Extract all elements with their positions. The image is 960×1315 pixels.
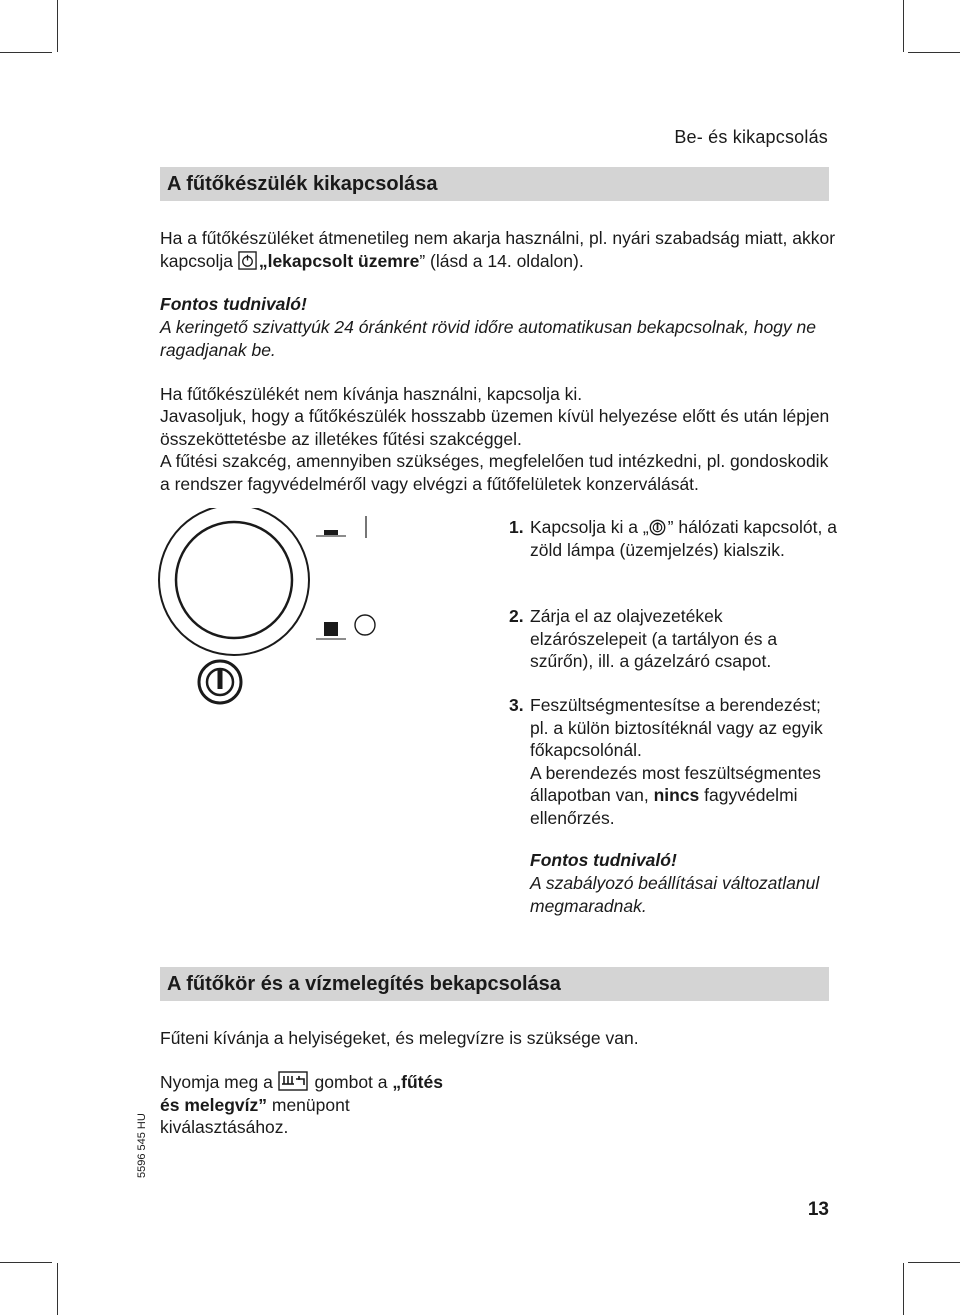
control-panel-figure	[156, 508, 396, 714]
step-text: Feszültségmentesítse a berendezést; pl. a külön biztosítéknál vagy az egyik főkapcsolónál.	[530, 695, 823, 760]
crop-mark	[903, 0, 904, 52]
crop-mark	[908, 52, 960, 53]
step-number: 3.	[509, 695, 524, 715]
note-body: A szabályozó beállításai változatlanul megmaradnak.	[530, 873, 820, 916]
list-item	[509, 605, 839, 672]
standby-icon	[238, 251, 257, 270]
list-item	[509, 694, 839, 829]
note-heading: Fontos tudnivaló!	[530, 850, 677, 870]
crop-mark	[0, 52, 52, 53]
crop-mark	[908, 1262, 960, 1263]
intro-text-end: ” (lásd a 14. oldalon).	[419, 250, 584, 271]
instruction-text-end: menüpont kiválasztásához.	[160, 1094, 350, 1137]
crop-mark	[57, 0, 58, 52]
step-number: 2.	[509, 606, 524, 626]
paragraph: A fűtési szakcég, amennyiben szükséges, megfelelően tud intézkedni, pl. gondoskodik a rendszer fagyvédelméről vagy elvégzi a fűtőfelületek konzerválását.	[160, 451, 829, 494]
instruction-text: Nyomja meg a	[160, 1072, 278, 1092]
instruction-paragraph	[160, 1071, 465, 1139]
list-item	[509, 516, 839, 583]
intro-text: Ha a fűtőkészüléket átmenetileg nem akarja használni, pl. nyári szabadság miatt, akkor kapcsolja	[160, 228, 836, 271]
step-text: Zárja el az olajvezetékek elzárószelepeit (a tartályon és a szűrőn), ill. a gázelzáró csapot.	[530, 606, 778, 671]
power-switch-icon	[199, 661, 241, 703]
note-body: A keringető szivattyúk 24 óránként rövid időre automatikusan bekapcsolnak, hogy ne ragadjanak be.	[160, 317, 816, 360]
step-text-2-post: fagyvédelmi ellenőrzés.	[530, 785, 798, 828]
paragraph: Fűteni kívánja a helyiségeket, és melegvízre is szüksége van.	[160, 1028, 639, 1048]
step-text-end: ” hálózati kapcsolót, a zöld lámpa (üzemjelzés) kialszik.	[530, 517, 837, 560]
section-heading: A fűtőkészülék kikapcsolása	[160, 167, 829, 201]
indicator-lamp-icon	[355, 615, 375, 635]
crop-mark	[57, 1263, 58, 1315]
rotary-knob-icon	[159, 508, 309, 655]
power-switch-icon	[649, 519, 666, 536]
running-header: Be- és kikapcsolás	[674, 127, 828, 147]
menu-item-name: „fűtés és melegvíz”	[160, 1072, 443, 1115]
crop-mark	[903, 1263, 904, 1315]
intro-paragraph	[160, 227, 840, 272]
step-text-2	[530, 762, 839, 830]
crop-mark	[0, 1262, 52, 1263]
paragraph: Ha fűtőkészülékét nem kívánja használni, kapcsolja ki.	[160, 384, 583, 404]
document-code: 5596 545 HU	[136, 1113, 148, 1178]
heating-and-hot-water-icon	[278, 1071, 308, 1091]
step-text: Kapcsolja ki a „	[530, 517, 649, 537]
section-heading: A fűtőkör és a vízmelegítés bekapcsolása	[160, 967, 829, 1001]
step-number: 1.	[509, 517, 524, 537]
steps-list	[509, 516, 839, 829]
note-heading: Fontos tudnivaló!	[160, 294, 307, 314]
paragraph: Javasoljuk, hogy a fűtőkészülék hosszabb üzemen kívül helyezése előtt és után lépjen összeköttetésbe az illetékes fűtési szakcéggel.	[160, 406, 830, 449]
step-emphasis: nincs	[653, 785, 700, 805]
instruction-text-mid: gombot a	[309, 1072, 393, 1092]
page-number: 13	[807, 1199, 829, 1220]
intro-mode-name: „lekapcsolt üzemre	[258, 250, 420, 271]
step-text-2-pre: A berendezés most feszültségmentes állapotban van,	[530, 762, 821, 805]
